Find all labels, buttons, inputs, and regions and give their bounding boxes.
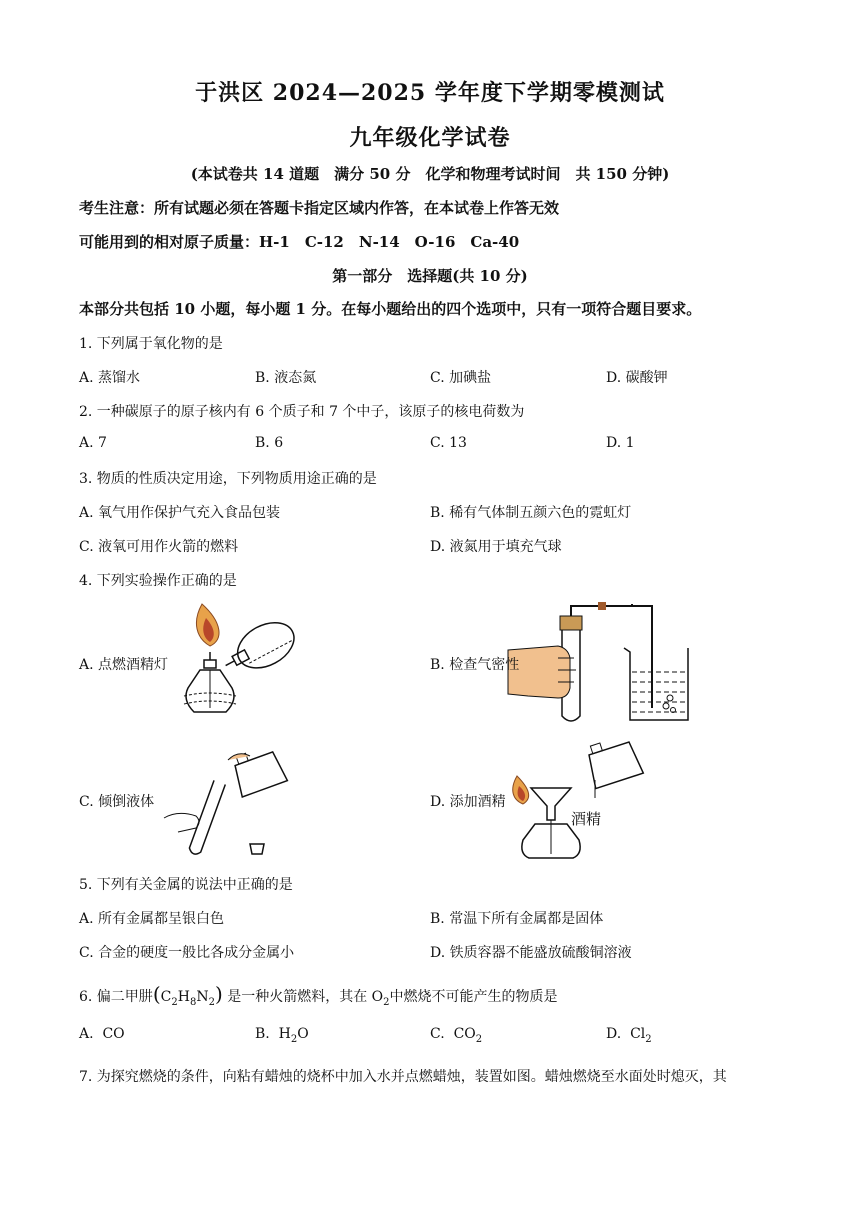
notice-line: 考生注意：所有试题必须在答题卡指定区域内作答，在本试卷上作答无效 (79, 199, 560, 217)
q6-option-d: D. $Cl_2$ (606, 1026, 652, 1045)
figure-check-airtightness (498, 598, 698, 726)
figure-pouring-liquid (158, 740, 298, 860)
exam-title: 于洪区 2024—2025 学年度下学期零模测试 (195, 80, 665, 106)
q3-option-b: B. 稀有气体制五颜六色的霓虹灯 (430, 505, 632, 521)
section-heading: 第一部分 选择题(共 10 分) (332, 267, 528, 285)
q6-option-a: A. CO (79, 1026, 125, 1042)
q3-option-d: D. 液氮用于填充气球 (430, 539, 562, 555)
q4-option-c: C. 倾倒液体 (79, 794, 155, 810)
q6-formula-n-sub: 2 (208, 996, 215, 1008)
q4-option-d: D. 添加酒精 (430, 794, 506, 810)
exam-info: (本试卷共 14 道题 满分 50 分 化学和物理考试时间 共 150 分钟) (190, 165, 670, 183)
atomic-mass-line: 可能用到的相对原子质量：H-1 C-12 N-14 O-16 Ca-40 (79, 233, 520, 251)
q2-option-b: B. 6 (255, 435, 284, 451)
question-3-stem: 3. 物质的性质决定用途，下列物质用途正确的是 (79, 471, 377, 487)
q5-option-d: D. 铁质容器不能盛放硫酸铜溶液 (430, 945, 632, 961)
q6-option-c: C. $CO_2$ (430, 1026, 483, 1045)
q6-stem-part-c: 中燃烧不可能产生的物质是 (389, 989, 558, 1005)
question-5-stem: 5. 下列有关金属的说法中正确的是 (79, 877, 293, 893)
q2-option-c: C. 13 (430, 435, 467, 451)
q6-stem-part-a: 6. 偏二甲肼 (79, 989, 153, 1005)
q5-option-b: B. 常温下所有金属都是固体 (430, 911, 604, 927)
figure-lighting-alcohol-lamp (170, 600, 310, 725)
q4-option-b: B. 检查气密性 (430, 657, 520, 673)
question-2-stem: 2. 一种碳原子的原子核内有 6 个质子和 7 个中子，该原子的核电荷数为 (79, 404, 525, 420)
q6-stem-part-b: 是一种火箭燃料，其在 (227, 989, 368, 1005)
q1-option-c: C. 加碘盐 (430, 370, 492, 386)
q3-option-c: C. 液氧可用作火箭的燃料 (79, 539, 239, 555)
q5-option-a: A. 所有金属都呈银白色 (79, 911, 225, 927)
question-7-stem: 7. 为探究燃烧的条件，向粘有蜡烛的烧杯中加入水并点燃蜡烛，装置如图。蜡烛燃烧至水面处时熄灭，其 (79, 1069, 727, 1085)
q2-option-a: A. 7 (79, 435, 107, 451)
exam-subtitle: 九年级化学试卷 (349, 125, 511, 151)
q6-option-b: B. $H_2O$ (255, 1026, 309, 1045)
q1-option-a: A. 蒸馏水 (79, 370, 141, 386)
q3-option-a: A. 氧气用作保护气充入食品包装 (79, 505, 281, 521)
q6-o2-sub: 2 (383, 996, 390, 1008)
q1-option-d: D. 碳酸钾 (606, 370, 668, 386)
q4-option-a: A. 点燃酒精灯 (79, 657, 169, 673)
q2-option-d: D. 1 (606, 435, 635, 451)
alcohol-label: 酒精 (571, 810, 602, 828)
section-instruction: 本部分共包括 10 小题，每小题 1 分。在每小题给出的四个选项中，只有一项符合题目要求。 (79, 300, 702, 318)
q1-option-b: B. 液态氮 (255, 370, 317, 386)
q5-option-c: C. 合金的硬度一般比各成分金属小 (79, 945, 295, 961)
question-1-stem: 1. 下列属于氧化物的是 (79, 336, 223, 352)
question-6-stem: 6. 偏二甲肼$(C_2H_8N_2)$ 是一种火箭燃料，其在 $O_2$中燃烧不可能产生的物质是 (79, 982, 558, 1008)
figure-adding-alcohol (503, 736, 653, 862)
question-4-stem: 4. 下列实验操作正确的是 (79, 573, 237, 589)
